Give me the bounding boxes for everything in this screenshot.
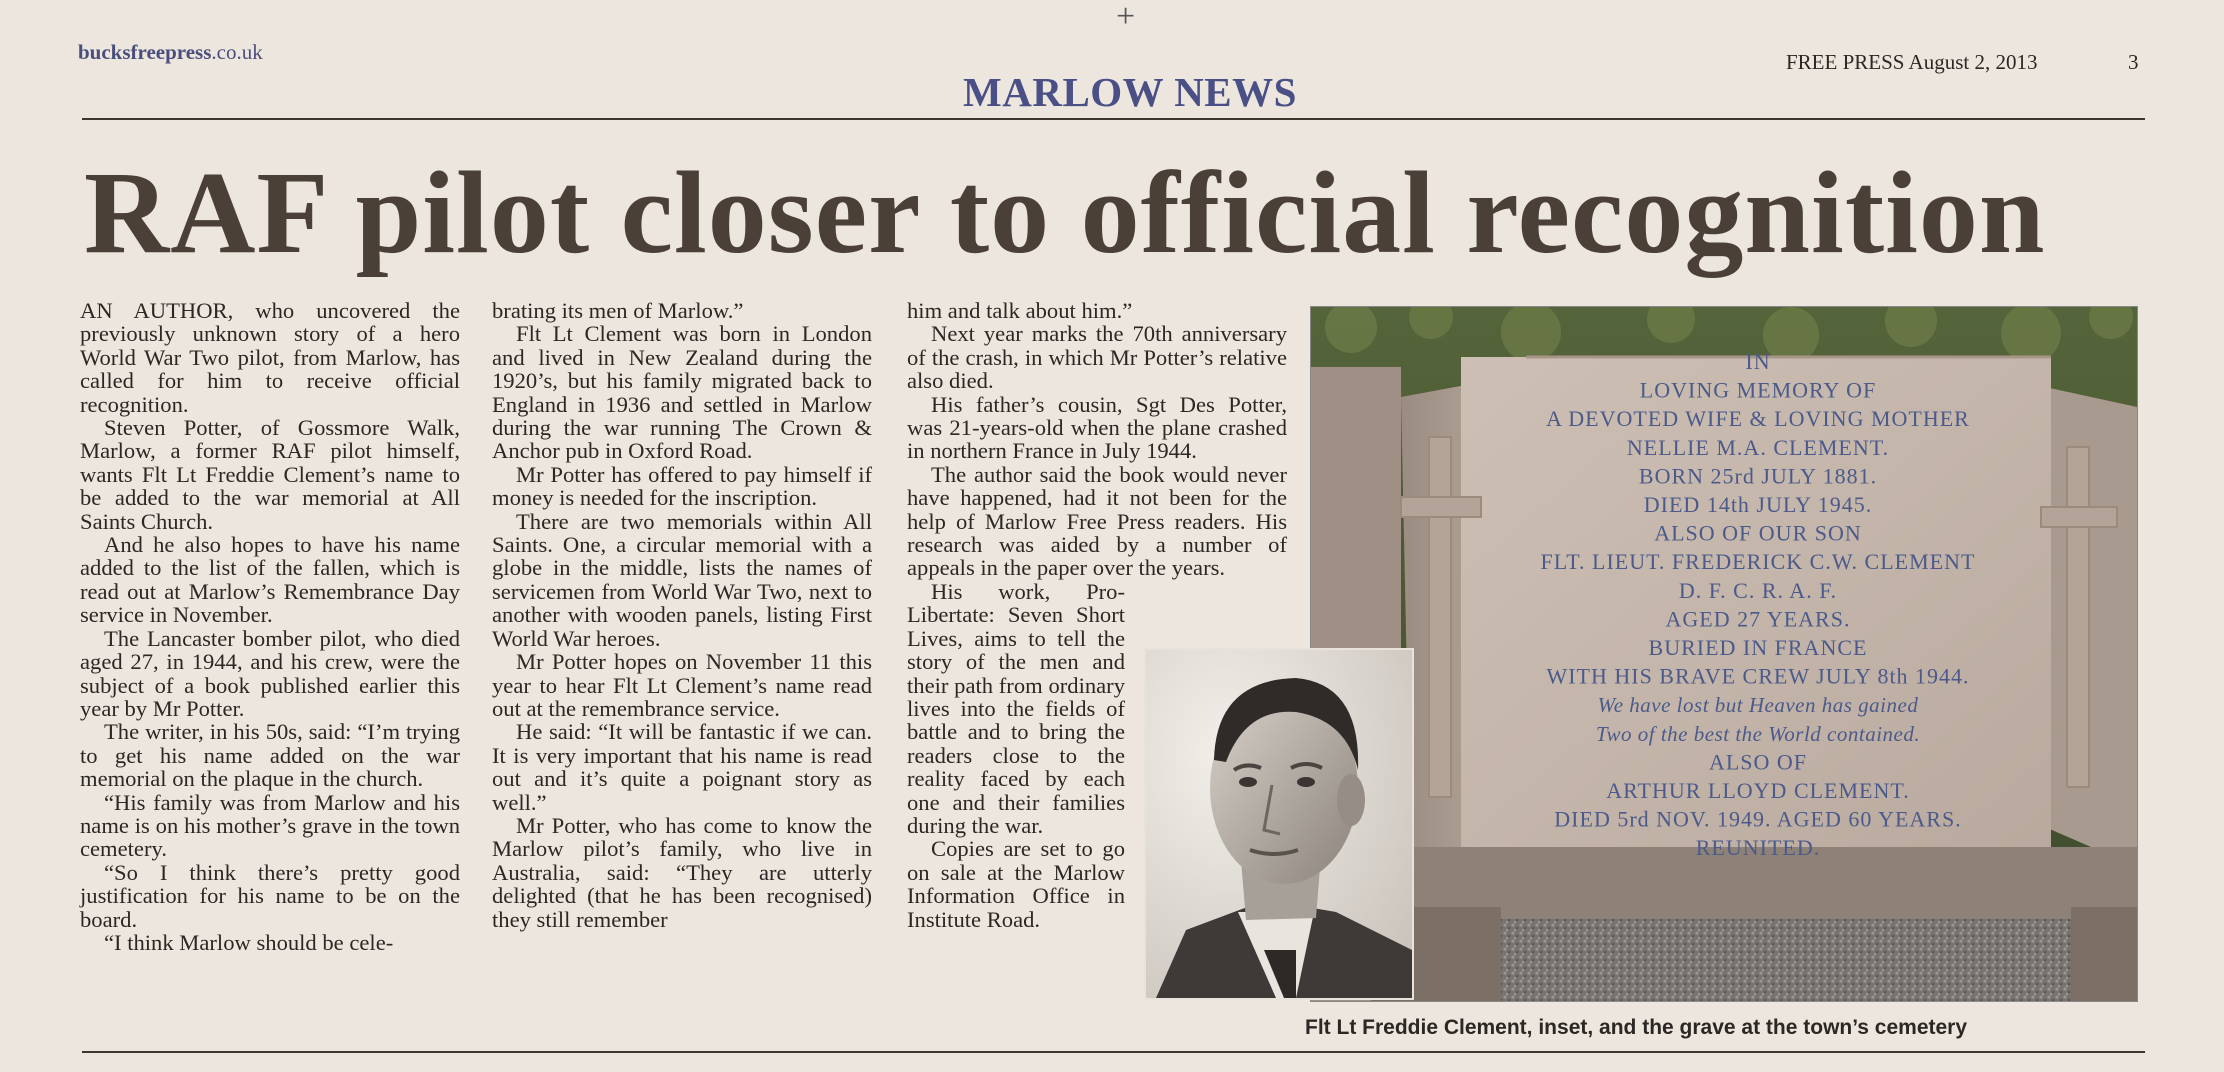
inscription-line: IN: [1745, 349, 1771, 374]
narrow-text-block: [907, 580, 1125, 931]
article-column-1: [80, 299, 460, 954]
inscription-line: LOVING MEMORY OF: [1639, 377, 1877, 403]
inscription-line: REUNITED.: [1695, 835, 1821, 861]
photo-caption: Flt Lt Freddie Clement, inset, and the grave at the town’s cemetery: [1305, 1016, 1968, 1039]
paragraph: Steven Potter, of Gossmore Walk, Marlow, a former RAF pilot himself, wants Flt Lt Freddie Clement’s name to be added to the war memorial at All Saints Church.: [80, 415, 460, 534]
paragraph: He said: “It will be fantastic if we can. It is very important that his name is read out and it’s quite a poignant story as well.”: [492, 719, 872, 815]
inscription-line: FLT. LIEUT. FREDERICK C.W. CLEMENT: [1540, 549, 1976, 575]
inscription-line: BURIED IN FRANCE: [1648, 635, 1868, 660]
registration-mark: +: [1116, 0, 1136, 35]
paragraph: His father’s cousin, Sgt Des Potter, was 21-years-old when the plane crashed in northern France in July 1944.: [907, 391, 1287, 464]
section-title: MARLOW NEWS: [963, 69, 1297, 115]
paragraph: Flt Lt Clement was born in London and lived in New Zealand during the 1920’s, but his family migrated back to England in 1936 and settled in Marlow during the war running The Crown & Anchor pub in Oxford Road.: [492, 321, 872, 464]
paragraph: The Lancaster bomber pilot, who died aged 27, in 1944, and his crew, were the subject of a book published earlier this year by Mr Potter.: [80, 625, 460, 721]
inscription-line: A DEVOTED WIFE & LOVING MOTHER: [1546, 406, 1970, 432]
paragraph: The writer, in his 50s, said: “I’m trying to get his name added on the war memorial on the plaque in the church.: [80, 719, 460, 792]
inscription-line: NELLIE M.A. CLEMENT.: [1626, 434, 1890, 460]
gravestone-photo: [1310, 306, 2138, 1002]
paragraph: His work, Pro-Libertate: Seven Short Lives, aims to tell the story of the men and their path from ordinary lives into the fields of battle and to bring the readers close to the reality faced by each one and their families during the war.: [907, 578, 1125, 838]
paragraph: “So I think there’s pretty good justification for his name to be on the board.: [80, 859, 460, 932]
article-column-2: [492, 299, 872, 931]
inscription-line: DIED 14th JULY 1945.: [1643, 492, 1873, 517]
inscription-line: WITH HIS BRAVE CREW JULY 8th 1944.: [1546, 663, 1970, 689]
inscription-line: DIED 5rd NOV. 1949. AGED 60 YEARS.: [1554, 806, 1962, 832]
inscription-line: ALSO OF OUR SON: [1654, 520, 1862, 546]
inscription-line: We have lost but Heaven has gained: [1597, 693, 1919, 718]
portrait-inset-photo: [1144, 648, 1414, 1000]
paragraph: “I think Marlow should be cele-: [104, 929, 394, 955]
paragraph: And he also hopes to have his name added to the list of the fallen, which is read out at Marlow’s Remembrance Day service in November.: [80, 532, 460, 628]
paragraph: Mr Potter hopes on November 11 this year to hear Flt Lt Clement’s name read out at the remembrance service.: [492, 649, 872, 721]
headline: RAF pilot closer to official recognition: [84, 147, 2046, 278]
inscription-line: ALSO OF: [1708, 749, 1808, 775]
paragraph: him and talk about him.”: [907, 298, 1133, 323]
inscription-line: ARTHUR LLOYD CLEMENT.: [1606, 778, 1910, 803]
paragraph: Mr Potter, who has come to know the Marlow pilot’s family, who live in Australia, said: “They are utterly delighted (that he has been recognised) they still remember: [492, 812, 872, 932]
paragraph: “His family was from Marlow and his name is on his mother’s grave in the town cemetery.: [80, 789, 460, 862]
site-url: bucksfreepress.co.uk: [78, 40, 263, 64]
page-number: 3: [2128, 50, 2139, 74]
inscription-line: BORN 25rd JULY 1881.: [1638, 463, 1878, 489]
top-rule: [82, 118, 2145, 120]
paragraph: brating its men of Marlow.”: [492, 298, 744, 323]
inscription-line: Two of the best the World contained.: [1595, 721, 1921, 746]
publication-date: FREE PRESS August 2, 2013: [1786, 50, 2038, 74]
paragraph: AN AUTHOR, who uncovered the previously unknown story of a hero World War Two pilot, from Marlow, has called for him to receive official recognition.: [80, 298, 460, 417]
paragraph: Copies are set to go on sale at the Marlow Information Office in Institute Road.: [907, 836, 1125, 932]
paragraph: There are two memorials within All Saints. One, a circular memorial with a globe in the middle, lists the names of servicemen from World War Two, next to another with wooden panels, listing First World War heroes.: [492, 508, 872, 651]
paragraph: Next year marks the 70th anniversary of the crash, in which Mr Potter’s relative also died.: [907, 321, 1287, 394]
bottom-rule: [82, 1051, 2145, 1053]
inscription-line: D. F. C. R. A. F.: [1678, 577, 1838, 603]
inscription-line: AGED 27 YEARS.: [1665, 606, 1851, 632]
paragraph: The author said the book would never have happened, had it not been for the help of Marlow Free Press readers. His research was aided by a number of appeals in the paper over the years.: [907, 461, 1287, 581]
paragraph: Mr Potter has offered to pay himself if money is needed for the inscription.: [492, 461, 872, 511]
